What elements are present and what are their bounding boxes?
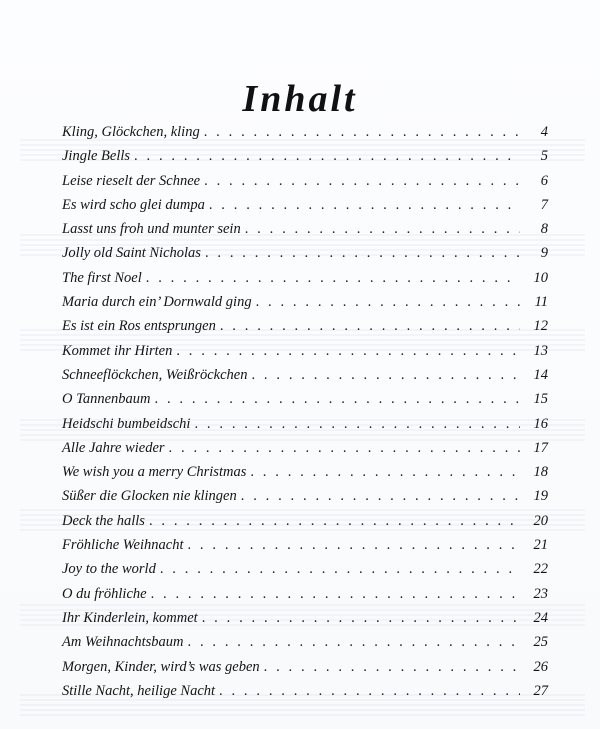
- toc-entry-title: Am Weihnachtsbaum: [62, 634, 184, 651]
- dot-leader: [204, 169, 520, 193]
- toc-entry: [62, 582, 548, 606]
- toc-entry-title: Jolly old Saint Nicholas: [62, 245, 201, 262]
- toc-entry: [62, 363, 548, 387]
- toc-entry: [62, 630, 548, 654]
- toc-entry: [62, 557, 548, 581]
- dot-leader: [202, 606, 520, 630]
- dot-leader: [250, 460, 520, 484]
- toc-entry-title: Morgen, Kinder, wird’s was geben: [62, 658, 260, 675]
- toc-entry-title: Leise rieselt der Schnee: [62, 172, 201, 189]
- toc-entry-title: Kommet ihr Hirten: [62, 342, 173, 359]
- toc-entry-page-number: 6: [540, 172, 548, 189]
- toc-entry-page-number: 16: [533, 415, 548, 432]
- toc-entry-page-number: 14: [533, 366, 548, 383]
- dot-leader: [245, 217, 520, 241]
- dot-leader: [251, 363, 520, 387]
- toc-entry: [62, 169, 548, 193]
- toc-entry-page-number: 20: [533, 512, 548, 529]
- dot-leader: [160, 557, 520, 581]
- toc-entry-title: Stille Nacht, heilige Nacht: [62, 682, 216, 699]
- toc-entry-title: Es wird scho glei dumpa: [62, 196, 205, 213]
- toc-entry-page-number: 24: [533, 609, 548, 626]
- toc-entry-title: Heidschi bumbeidschi: [62, 415, 191, 432]
- dot-leader: [155, 387, 521, 411]
- toc-entry-page-number: 9: [540, 245, 548, 262]
- toc-entry-page-number: 8: [540, 221, 548, 238]
- toc-entry-page-number: 7: [540, 196, 548, 213]
- toc-entry-page-number: 23: [533, 585, 548, 602]
- dot-leader: [264, 655, 520, 679]
- toc-entry-title: Schneeflöckchen, Weißröckchen: [62, 366, 248, 383]
- dot-leader: [209, 193, 520, 217]
- toc-entry-page-number: 18: [533, 464, 548, 481]
- toc-entry: [62, 193, 548, 217]
- toc-entry: [62, 217, 548, 241]
- toc-entry-page-number: 10: [533, 269, 548, 286]
- toc-entry: [62, 655, 548, 679]
- toc-entry: [62, 679, 548, 703]
- toc-entry-page-number: 21: [533, 537, 548, 554]
- toc-entry-page-number: 5: [540, 148, 548, 165]
- page-title: Inhalt: [242, 78, 358, 121]
- toc-entry-title: Joy to the world: [62, 561, 156, 578]
- toc-entry: [62, 412, 548, 436]
- toc-entry: [62, 606, 548, 630]
- dot-leader: [194, 412, 520, 436]
- dot-leader: [146, 266, 520, 290]
- toc-entry-page-number: 27: [533, 682, 548, 699]
- toc-entry: [62, 120, 548, 144]
- toc-entry-title: O du fröhliche: [62, 585, 147, 602]
- toc-entry-title: Deck the halls: [62, 512, 145, 529]
- toc-entry-page-number: 4: [540, 124, 548, 140]
- toc-entry: [62, 460, 548, 484]
- toc-entry-page-number: 25: [533, 634, 548, 651]
- dot-leader: [169, 436, 520, 460]
- toc-entry-title: Süßer die Glocken nie klingen: [62, 488, 237, 505]
- toc-entry: [62, 436, 548, 460]
- toc-entry-title: The first Noel: [62, 269, 142, 286]
- toc-entry-title: Ihr Kinderlein, kommet: [62, 609, 198, 626]
- toc-entry: [62, 266, 548, 290]
- toc-entry-title: Kling, Glöckchen, kling: [62, 124, 200, 140]
- dot-leader: [151, 582, 520, 606]
- dot-leader: [188, 630, 521, 654]
- dot-leader: [134, 144, 520, 168]
- toc-entry: [62, 339, 548, 363]
- dot-leader: [176, 339, 520, 363]
- dot-leader: [219, 679, 520, 703]
- toc-entry-title: Jingle Bells: [62, 148, 131, 165]
- toc-entry-page-number: 15: [533, 391, 548, 408]
- toc-entry: [62, 290, 548, 314]
- dot-leader: [241, 484, 520, 508]
- toc-entry-title: O Tannenbaum: [62, 391, 151, 408]
- dot-leader: [256, 290, 520, 314]
- toc-entry-page-number: 12: [533, 318, 548, 335]
- toc-entry-page-number: 11: [534, 294, 548, 311]
- dot-leader: [149, 509, 520, 533]
- toc-entry-title: Es ist ein Ros entsprungen: [62, 318, 216, 335]
- toc-entry: [62, 484, 548, 508]
- toc-entry: [62, 387, 548, 411]
- toc-entry: [62, 314, 548, 338]
- toc-entry-page-number: 26: [533, 658, 548, 675]
- dot-leader: [205, 241, 520, 265]
- toc-entry-page-number: 17: [533, 439, 548, 456]
- toc-entry-title: Alle Jahre wieder: [62, 439, 165, 456]
- toc-entry-page-number: 22: [533, 561, 548, 578]
- table-of-contents: [62, 120, 548, 703]
- toc-entry-page-number: 19: [533, 488, 548, 505]
- toc-entry-title: Fröhliche Weihnacht: [62, 537, 184, 554]
- dot-leader: [204, 120, 520, 144]
- toc-entry: [62, 241, 548, 265]
- toc-entry-page-number: 13: [533, 342, 548, 359]
- toc-entry-title: Maria durch ein’ Dornwald ging: [62, 294, 252, 311]
- toc-entry: [62, 533, 548, 557]
- toc-entry-title: We wish you a merry Christmas: [62, 464, 247, 481]
- dot-leader: [220, 314, 520, 338]
- toc-entry: [62, 509, 548, 533]
- toc-entry-title: Lasst uns froh und munter sein: [62, 221, 241, 238]
- dot-leader: [187, 533, 520, 557]
- toc-entry: [62, 144, 548, 168]
